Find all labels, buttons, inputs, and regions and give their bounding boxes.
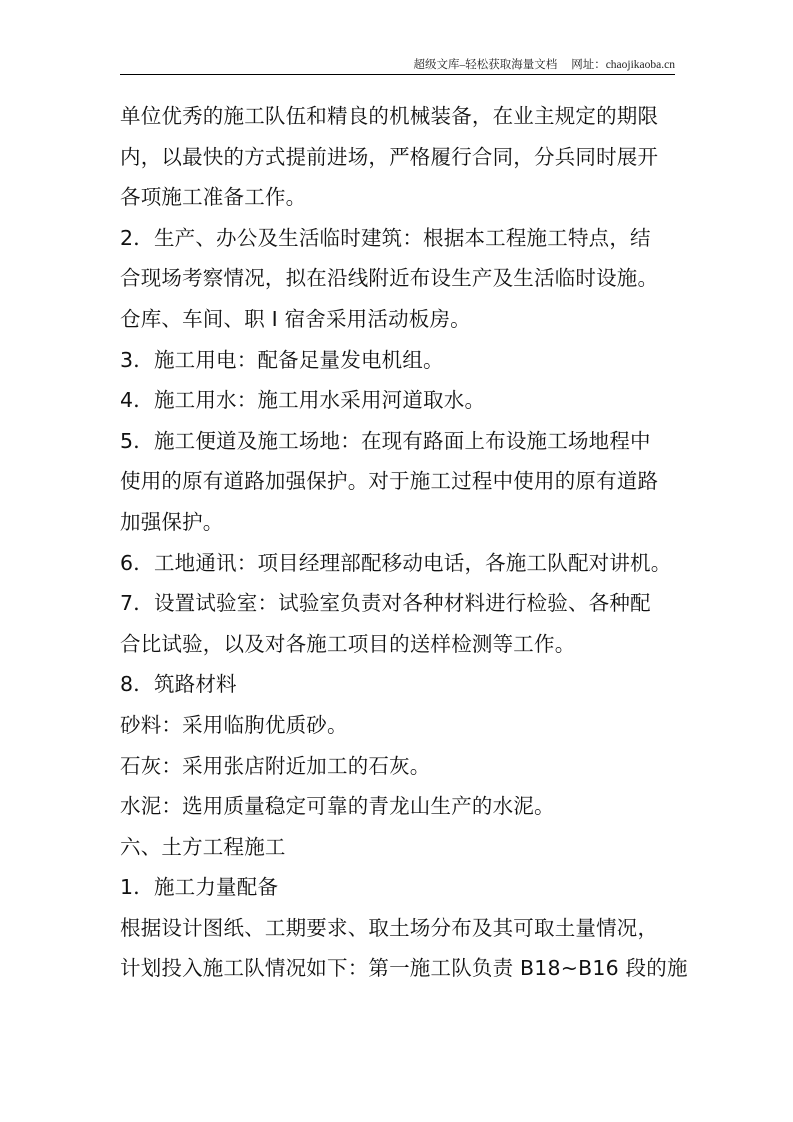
page-header	[120, 56, 675, 74]
item-3-line: 3．施工用电：配备足量发电机组。	[120, 347, 444, 372]
paragraph-line: 计划投入施工队情况如下：第一施工队负责 B18~B16 段的施	[120, 956, 688, 981]
paragraph-line: 加强保护。	[120, 509, 224, 534]
header-url: 网址：chaojikaoba.cn	[571, 59, 675, 71]
item-4-line: 4．施工用水：施工用水采用河道取水。	[120, 388, 486, 413]
material-lime-line: 石灰：采用张店附近加工的石灰。	[120, 753, 431, 778]
item-5-line: 5．施工便道及施工场地：在现有路面上布设施工场地程中	[120, 428, 651, 453]
paragraph-line: 内，以最快的方式提前进场，严格履行合同，分兵同时展开	[120, 144, 659, 169]
item-6-line: 6．工地通讯：项目经理部配移动电话，各施工队配对讲机。	[120, 550, 672, 575]
item-7-line: 7．设置试验室：试验室负责对各种材料进行检验、各种配	[120, 591, 651, 616]
paragraph-line: 单位优秀的施工队伍和精良的机械装备，在业主规定的期限	[120, 104, 659, 128]
paragraph-line: 仓库、车间、职 I 宿舍采用活动板房。	[120, 306, 471, 331]
paragraph-line: 各项施工准备工作。	[120, 185, 307, 210]
paragraph-line: 根据设计图纸、工期要求、取土场分布及其可取土量情况，	[120, 915, 659, 940]
header-site-name: 超级文库–轻松获取海量文档	[413, 59, 558, 71]
material-cement-line: 水泥：选用质量稳定可靠的青龙山生产的水泥。	[120, 794, 555, 819]
paragraph-line: 合现场考察情况，拟在沿线附近布设生产及生活临时设施。	[120, 266, 659, 291]
paragraph-line: 合比试验，以及对各施工项目的送样检测等工作。	[120, 631, 576, 656]
item-8-heading: 8．筑路材料	[120, 672, 237, 697]
document-body	[120, 96, 688, 989]
header-rule	[120, 74, 675, 75]
subsection-1-heading: 1．施工力量配备	[120, 875, 279, 900]
paragraph-line: 使用的原有道路加强保护。对于施工过程中使用的原有道路	[120, 469, 659, 494]
item-2-line: 2．生产、办公及生活临时建筑：根据本工程施工特点，结	[120, 225, 651, 250]
section-6-heading: 六、土方工程施工	[120, 834, 286, 859]
material-sand-line: 砂料：采用临朐优质砂。	[120, 712, 348, 737]
